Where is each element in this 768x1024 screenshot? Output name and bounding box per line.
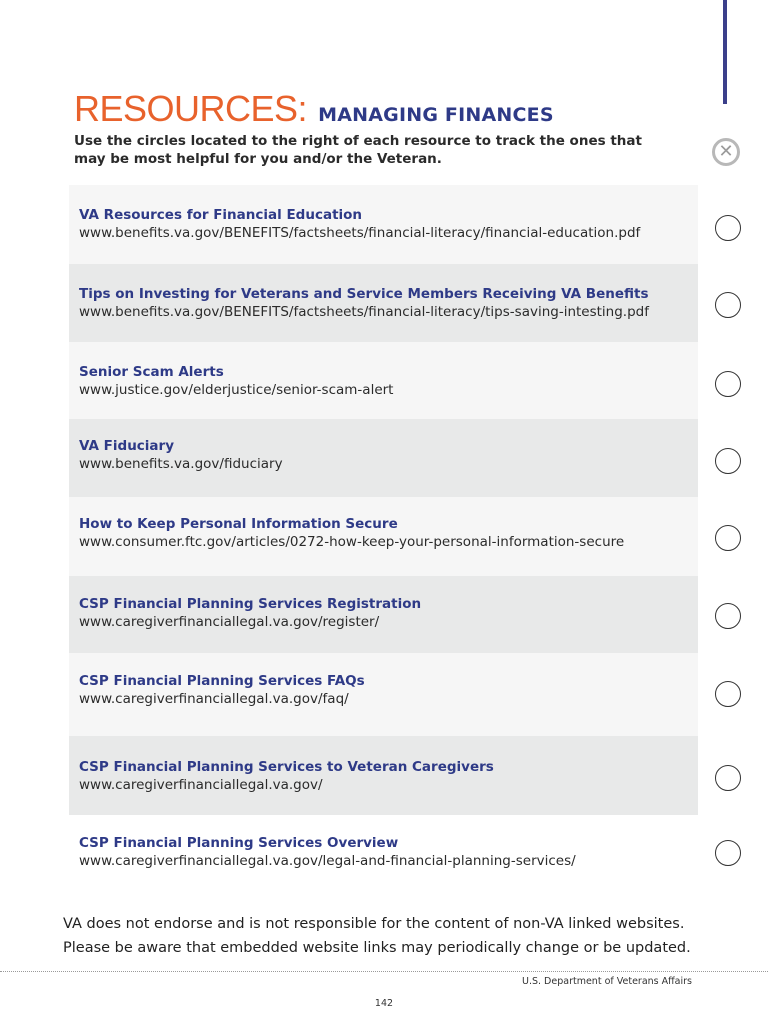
resource-title[interactable]: VA Resources for Financial Education	[79, 207, 363, 223]
resource-row	[69, 736, 759, 815]
track-checkbox[interactable]	[715, 840, 741, 866]
resource-url[interactable]: www.caregiverfinanciallegal.va.gov/	[79, 777, 323, 793]
resource-url[interactable]: www.caregiverfinanciallegal.va.gov/faq/	[79, 691, 349, 707]
resource-row	[69, 419, 759, 497]
track-checkbox[interactable]	[715, 603, 741, 629]
resource-url[interactable]: www.benefits.va.gov/fiduciary	[79, 456, 283, 472]
track-checkbox[interactable]	[715, 371, 741, 397]
disclaimer	[63, 912, 723, 960]
resource-row	[69, 815, 759, 891]
instructions-text: Use the circles located to the right of each resource to track the ones that may be most helpful for you and/or the Veteran.	[74, 133, 642, 167]
close-icon[interactable]: ✕	[712, 138, 740, 166]
side-accent-bar	[723, 0, 727, 104]
footer-divider	[0, 971, 768, 972]
resource-url[interactable]: www.justice.gov/elderjustice/senior-scam-alert	[79, 382, 394, 398]
title-subtitle: MANAGING FINANCES	[318, 104, 554, 126]
resource-url[interactable]: www.consumer.ftc.gov/articles/0272-how-keep-your-personal-information-secure	[79, 534, 625, 550]
resource-title[interactable]: Tips on Investing for Veterans and Service Members Receiving VA Benefits	[79, 286, 649, 302]
page-number: 142	[374, 998, 394, 1009]
resource-list	[69, 185, 759, 891]
resource-title[interactable]: Senior Scam Alerts	[79, 364, 224, 380]
resource-url[interactable]: www.caregiverfinanciallegal.va.gov/legal-and-financial-planning-services/	[79, 853, 576, 869]
track-checkbox[interactable]	[715, 215, 741, 241]
resource-url[interactable]: www.benefits.va.gov/BENEFITS/factsheets/financial-literacy/financial-education.pdf	[79, 225, 641, 241]
track-checkbox[interactable]	[715, 292, 741, 318]
resource-title[interactable]: VA Fiduciary	[79, 438, 175, 454]
disclaimer-line-2: Please be aware that embedded website links may periodically change or be updated.	[63, 940, 691, 956]
resource-title[interactable]: CSP Financial Planning Services Registration	[79, 596, 422, 612]
resource-url[interactable]: www.caregiverfinanciallegal.va.gov/register/	[79, 614, 380, 630]
resource-row	[69, 342, 759, 419]
resource-title[interactable]: CSP Financial Planning Services Overview	[79, 835, 399, 851]
resource-title[interactable]: CSP Financial Planning Services FAQs	[79, 673, 365, 689]
page-title	[74, 88, 554, 130]
track-checkbox[interactable]	[715, 525, 741, 551]
resource-url[interactable]: www.benefits.va.gov/BENEFITS/factsheets/financial-literacy/tips-saving-intesting.pdf	[79, 304, 649, 320]
track-checkbox[interactable]	[715, 765, 741, 791]
department-name: U.S. Department of Veterans Affairs	[522, 976, 692, 987]
resource-row	[69, 185, 759, 264]
track-checkbox[interactable]	[715, 681, 741, 707]
resource-row	[69, 497, 759, 576]
disclaimer-line-1: VA does not endorse and is not responsible for the content of non-VA linked websites.	[63, 916, 685, 932]
resource-title[interactable]: How to Keep Personal Information Secure	[79, 516, 398, 532]
track-checkbox[interactable]	[715, 448, 741, 474]
resource-title[interactable]: CSP Financial Planning Services to Veteran Caregivers	[79, 759, 494, 775]
resource-row	[69, 576, 759, 653]
resource-row	[69, 264, 759, 342]
title-lead: RESOURCES:	[74, 88, 308, 129]
resource-row	[69, 653, 759, 736]
